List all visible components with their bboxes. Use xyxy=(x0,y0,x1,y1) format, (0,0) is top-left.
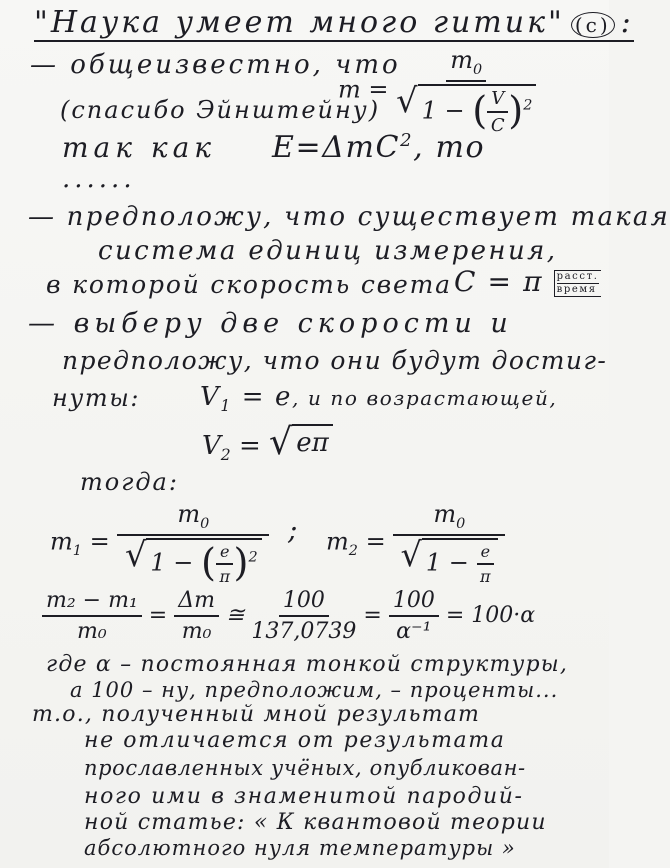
para-line-1: где α – постоянная тонкой структуры, xyxy=(46,652,569,677)
para-line-7: ной статье: « К квантовой теории xyxy=(84,810,547,835)
mass-formula: m = $m_0$ √ 1 − ( $\frac{V}{C}$ )$^2$ xyxy=(338,46,536,136)
m2-formula: $m_2$ = $m_0$ √ 1 − $\frac{e}{\pi}$ xyxy=(326,500,505,586)
para-line-8: абсолютного нуля температуры » xyxy=(84,836,516,860)
line-7: в которой скорость света xyxy=(46,270,452,299)
line-8: — выберу две скорости и xyxy=(28,308,513,339)
v1-equation: $V_1 = e$, и по возрастающей, xyxy=(200,382,558,416)
page-title: "Наука умеет много гитик" (c) : xyxy=(34,5,634,40)
copyright-mark: (c) xyxy=(571,12,615,38)
semicolon: ; xyxy=(288,513,300,546)
para-line-6: ного ими в знаменитой пародий- xyxy=(84,784,524,809)
energy-formula: E=ΔmC$^2$, то xyxy=(272,130,486,165)
line-1: — общеизвестно, что xyxy=(30,50,401,80)
line-6: система единиц измерения, xyxy=(98,236,558,266)
line-2: (спасибо Эйнштейну) xyxy=(60,96,381,124)
units-bracket: расст. время xyxy=(554,270,601,297)
then-label: тогда: xyxy=(80,468,179,496)
line-9: предположу, что они будут достиг- xyxy=(62,346,608,375)
speed-of-light-eq: C = π расст. время xyxy=(454,265,599,298)
m1-formula: $m_1$ = $m_0$ √ 1 − ( $\frac{e}{\pi}$ )$^2$ xyxy=(50,500,269,586)
line-10: нуты: xyxy=(52,384,141,412)
para-line-4: не отличается от результата xyxy=(84,728,506,753)
ellipsis: ...... xyxy=(62,164,136,194)
v2-equation: $V_2$ = √ eπ xyxy=(202,424,333,464)
line-5: — предположу, что существует такая xyxy=(28,202,670,232)
line-3: так как xyxy=(62,131,216,164)
ratio-equation: $\frac{\text{m₂ − m₁}}{\text{m₀}}$ = $\frac{\Delta m}{\text{m₀}}$ ≅ $\frac{100}{137,0739}$ = $\frac{100}{\text{α⁻¹}}$ = 100·α xyxy=(42,588,535,644)
para-line-3: т.о., полученный мной результат xyxy=(32,702,481,727)
para-line-5: прославленных учёных, опубликован- xyxy=(84,756,526,780)
para-line-2: а 100 – ну, предположим, – проценты... xyxy=(70,678,559,702)
